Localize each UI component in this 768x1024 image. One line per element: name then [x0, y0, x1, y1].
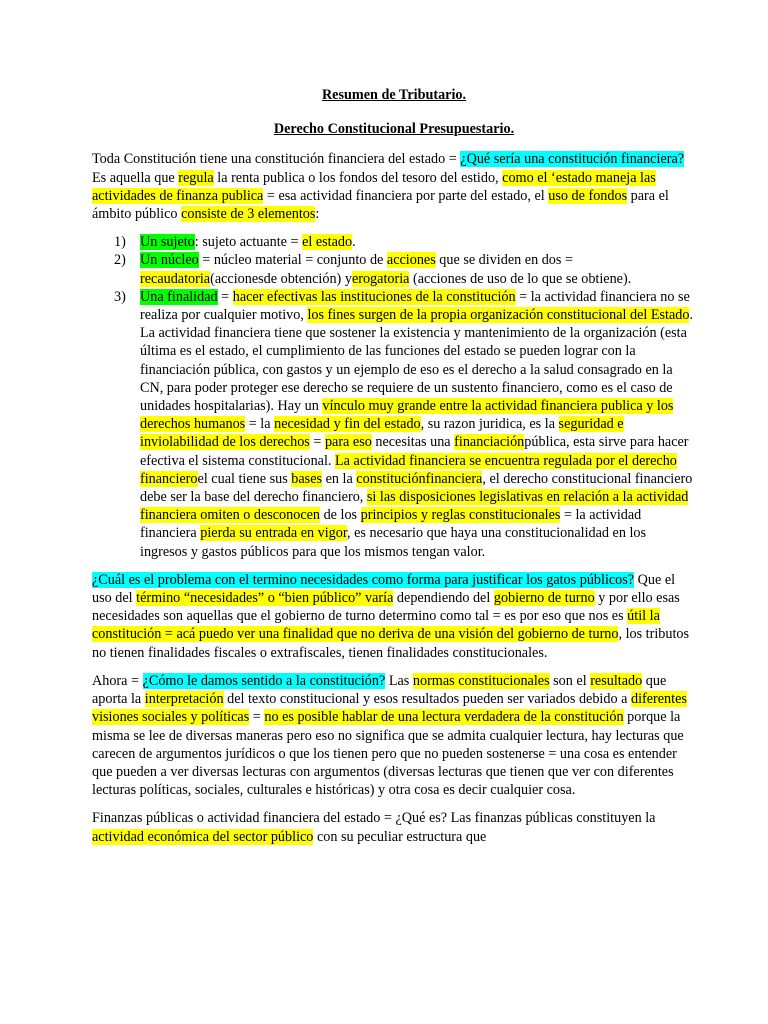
text-segment: Es aquella que	[92, 169, 179, 186]
text-segment: =	[309, 434, 325, 451]
text-segment: =	[217, 288, 233, 305]
highlighted-text: regula	[178, 169, 214, 186]
text-segment: , su razon juridica, es la	[420, 416, 559, 433]
text-segment: de los	[320, 507, 361, 524]
highlighted-text: financiación	[454, 434, 525, 451]
document-subtitle: Derecho Constitucional Presupuestario.	[273, 121, 515, 138]
highlighted-text: recaudatoria	[140, 270, 211, 287]
text-segment: son el	[549, 672, 591, 689]
highlighted-text: interpretación	[144, 691, 224, 708]
text-segment: pública, esta sirve para hacer efectiva el sistema constitucional.	[140, 434, 689, 469]
highlighted-text: normas constitucionales	[412, 672, 550, 689]
highlighted-text: ¿Cuál es el problema con el termino necesidades como forma para justificar los gatos públicos?	[92, 571, 635, 588]
text-segment: para el ámbito público	[92, 187, 669, 223]
highlighted-text: Un sujeto	[140, 234, 195, 251]
list-item-text	[140, 252, 631, 286]
text-segment: la renta publica o los fondos del tesoro del estido,	[213, 169, 503, 186]
text-segment: =	[249, 709, 265, 726]
highlighted-text: el estado	[302, 234, 353, 251]
highlighted-text: pierda su entrada en vigor	[200, 525, 348, 542]
highlighted-text: útil la constitución = acá puedo ver una finalidad que no deriva de una visión del gobierno de turno	[92, 608, 660, 643]
list-item-number: 1)	[114, 234, 126, 251]
paragraph-interpretacion	[92, 672, 696, 799]
text-segment: (acciones de uso de lo que se obtiene).	[409, 270, 632, 287]
highlighted-text: constituciónfinanciera	[356, 470, 483, 487]
highlighted-text: ¿Qué sería una constitución financiera?	[460, 151, 685, 168]
text-segment: necesitas una	[371, 434, 455, 451]
highlighted-text: como el ‘estado maneja las actividades de finanza publica	[92, 169, 656, 204]
highlighted-text: hacer efectivas las instituciones de la constitución	[232, 288, 516, 305]
highlighted-text: Un núcleo	[140, 252, 199, 269]
text-segment: el cual tiene sus	[197, 470, 292, 487]
highlighted-text: ¿Cómo le damos sentido a la constitución?	[142, 672, 386, 689]
highlighted-text: bases	[291, 470, 323, 487]
text-segment: dependiendo del	[393, 590, 494, 607]
text-segment: Que el uso del	[92, 571, 676, 607]
highlighted-text: resultado	[590, 672, 643, 689]
text-segment: , los tributos no tienen finalidades fiscales o extrafiscales, tienen finalidades constitucionales.	[92, 626, 690, 661]
text-segment: Ahora =	[92, 672, 143, 689]
highlighted-text: consiste de 3 elementos	[181, 206, 316, 223]
highlighted-text: los fines surgen de la propia organización constitucional del Estado	[307, 307, 690, 324]
highlighted-text: La actividad financiera se encuentra regulada por el derecho financiero	[140, 452, 677, 487]
text-segment: Las	[385, 672, 413, 689]
text-segment: . La actividad financiera tiene que sostener la existencia y mantenimiento de la organización (esta última es el estado, el cumplimiento de las funciones del estado se pueden lograr con la financiación pública, con gastos y un ejemplo de eso es el derecho a la salud consagrado en la CN, para poder proteger ese derecho se requiere de un sustento financiero, como es el caso de unidades hospitalarias). Hay un	[140, 307, 694, 415]
highlighted-text: actividad económica del sector público	[92, 828, 314, 845]
text-segment: : sujeto actuante =	[194, 234, 303, 251]
text-segment: = núcleo material = conjunto de	[198, 252, 387, 269]
highlighted-text: gobierno de turno	[493, 590, 595, 607]
list-item	[114, 233, 696, 251]
elements-list	[92, 233, 696, 561]
list-item-number: 2)	[114, 252, 126, 269]
text-segment: = esa actividad financiera por parte del estado, el	[263, 187, 549, 204]
highlighted-text: Una finalidad	[140, 288, 218, 305]
text-segment: = la actividad financiera no se realiza por cualquier motivo,	[140, 288, 690, 324]
highlighted-text: término “necesidades” o “bien público” varía	[136, 590, 394, 607]
text-segment: Toda Constitución tiene una constitución financiera del estado =	[92, 151, 461, 168]
document-title: Resumen de Tributario.	[321, 87, 467, 103]
text-segment: porque la misma se lee de diversas maneras pero eso no significa que se admita cualquier lectura, hay lecturas que carecen de argumentos jurídicos o que los tienen pero que no pueden sostenerse = una cosa es entender que pueden a ver diversas lecturas con argumentos (diversas lecturas que tienen que ver con diferentes lecturas políticas, sociales, culturales e históricas) y otra cosa es decir cualquier cosa.	[92, 709, 684, 799]
list-item	[114, 288, 696, 561]
text-segment: Finanzas públicas o actividad financiera del estado = ¿Qué es? Las finanzas públicas constituyen la	[92, 810, 656, 827]
text-segment: que aporta la	[92, 672, 667, 708]
highlighted-text: erogatoria	[351, 270, 410, 287]
text-segment: (accionesde obtención) y	[210, 270, 352, 287]
text-segment: .	[352, 234, 356, 251]
text-segment: :	[315, 206, 320, 223]
highlighted-text: necesidad y fin del estado	[274, 416, 421, 433]
list-item	[114, 251, 696, 287]
highlighted-text: si las disposiciones legislativas en relación a la actividad financiera omiten o desconocen	[140, 489, 689, 524]
text-segment: que se dividen en dos =	[435, 252, 573, 269]
highlighted-text: para eso	[324, 434, 372, 451]
paragraph-intro	[92, 150, 696, 223]
highlighted-text: seguridad e inviolabilidad de los derechos	[140, 416, 624, 451]
highlighted-text: vínculo muy grande entre la actividad financiera publica y los derechos humanos	[140, 398, 674, 433]
text-segment: en la	[322, 470, 357, 487]
highlighted-text: no es posible hablar de una lectura verdadera de la constitución	[264, 709, 624, 726]
highlighted-text: uso de fondos	[548, 187, 628, 204]
paragraph-necesidades	[92, 571, 696, 662]
highlighted-text: principios y reglas constitucionales	[360, 507, 561, 524]
highlighted-text: diferentes visiones sociales y políticas	[92, 691, 687, 726]
text-segment: con su peculiar estructura que	[313, 828, 487, 845]
list-item-number: 3)	[114, 288, 126, 305]
paragraph-finanzas	[92, 809, 696, 845]
text-segment: = la	[245, 416, 275, 433]
highlighted-text: acciones	[386, 252, 436, 269]
text-segment: del texto constitucional y esos resultados pueden ser variados debido a	[223, 691, 631, 708]
list-item-text	[140, 234, 356, 250]
text-segment: = la actividad financiera	[140, 507, 642, 542]
text-segment: , es necesario que haya una constitucionalidad en los ingresos y gastos públicos para que los mismos tengan valor.	[140, 525, 647, 560]
list-item-text	[140, 289, 693, 560]
text-segment: , el derecho constitucional financiero debe ser la base del derecho financiero,	[140, 470, 693, 506]
text-segment: y por ello esas necesidades son aquellas que el gobierno de turno determino como tal = es por eso que nos es	[92, 590, 680, 625]
